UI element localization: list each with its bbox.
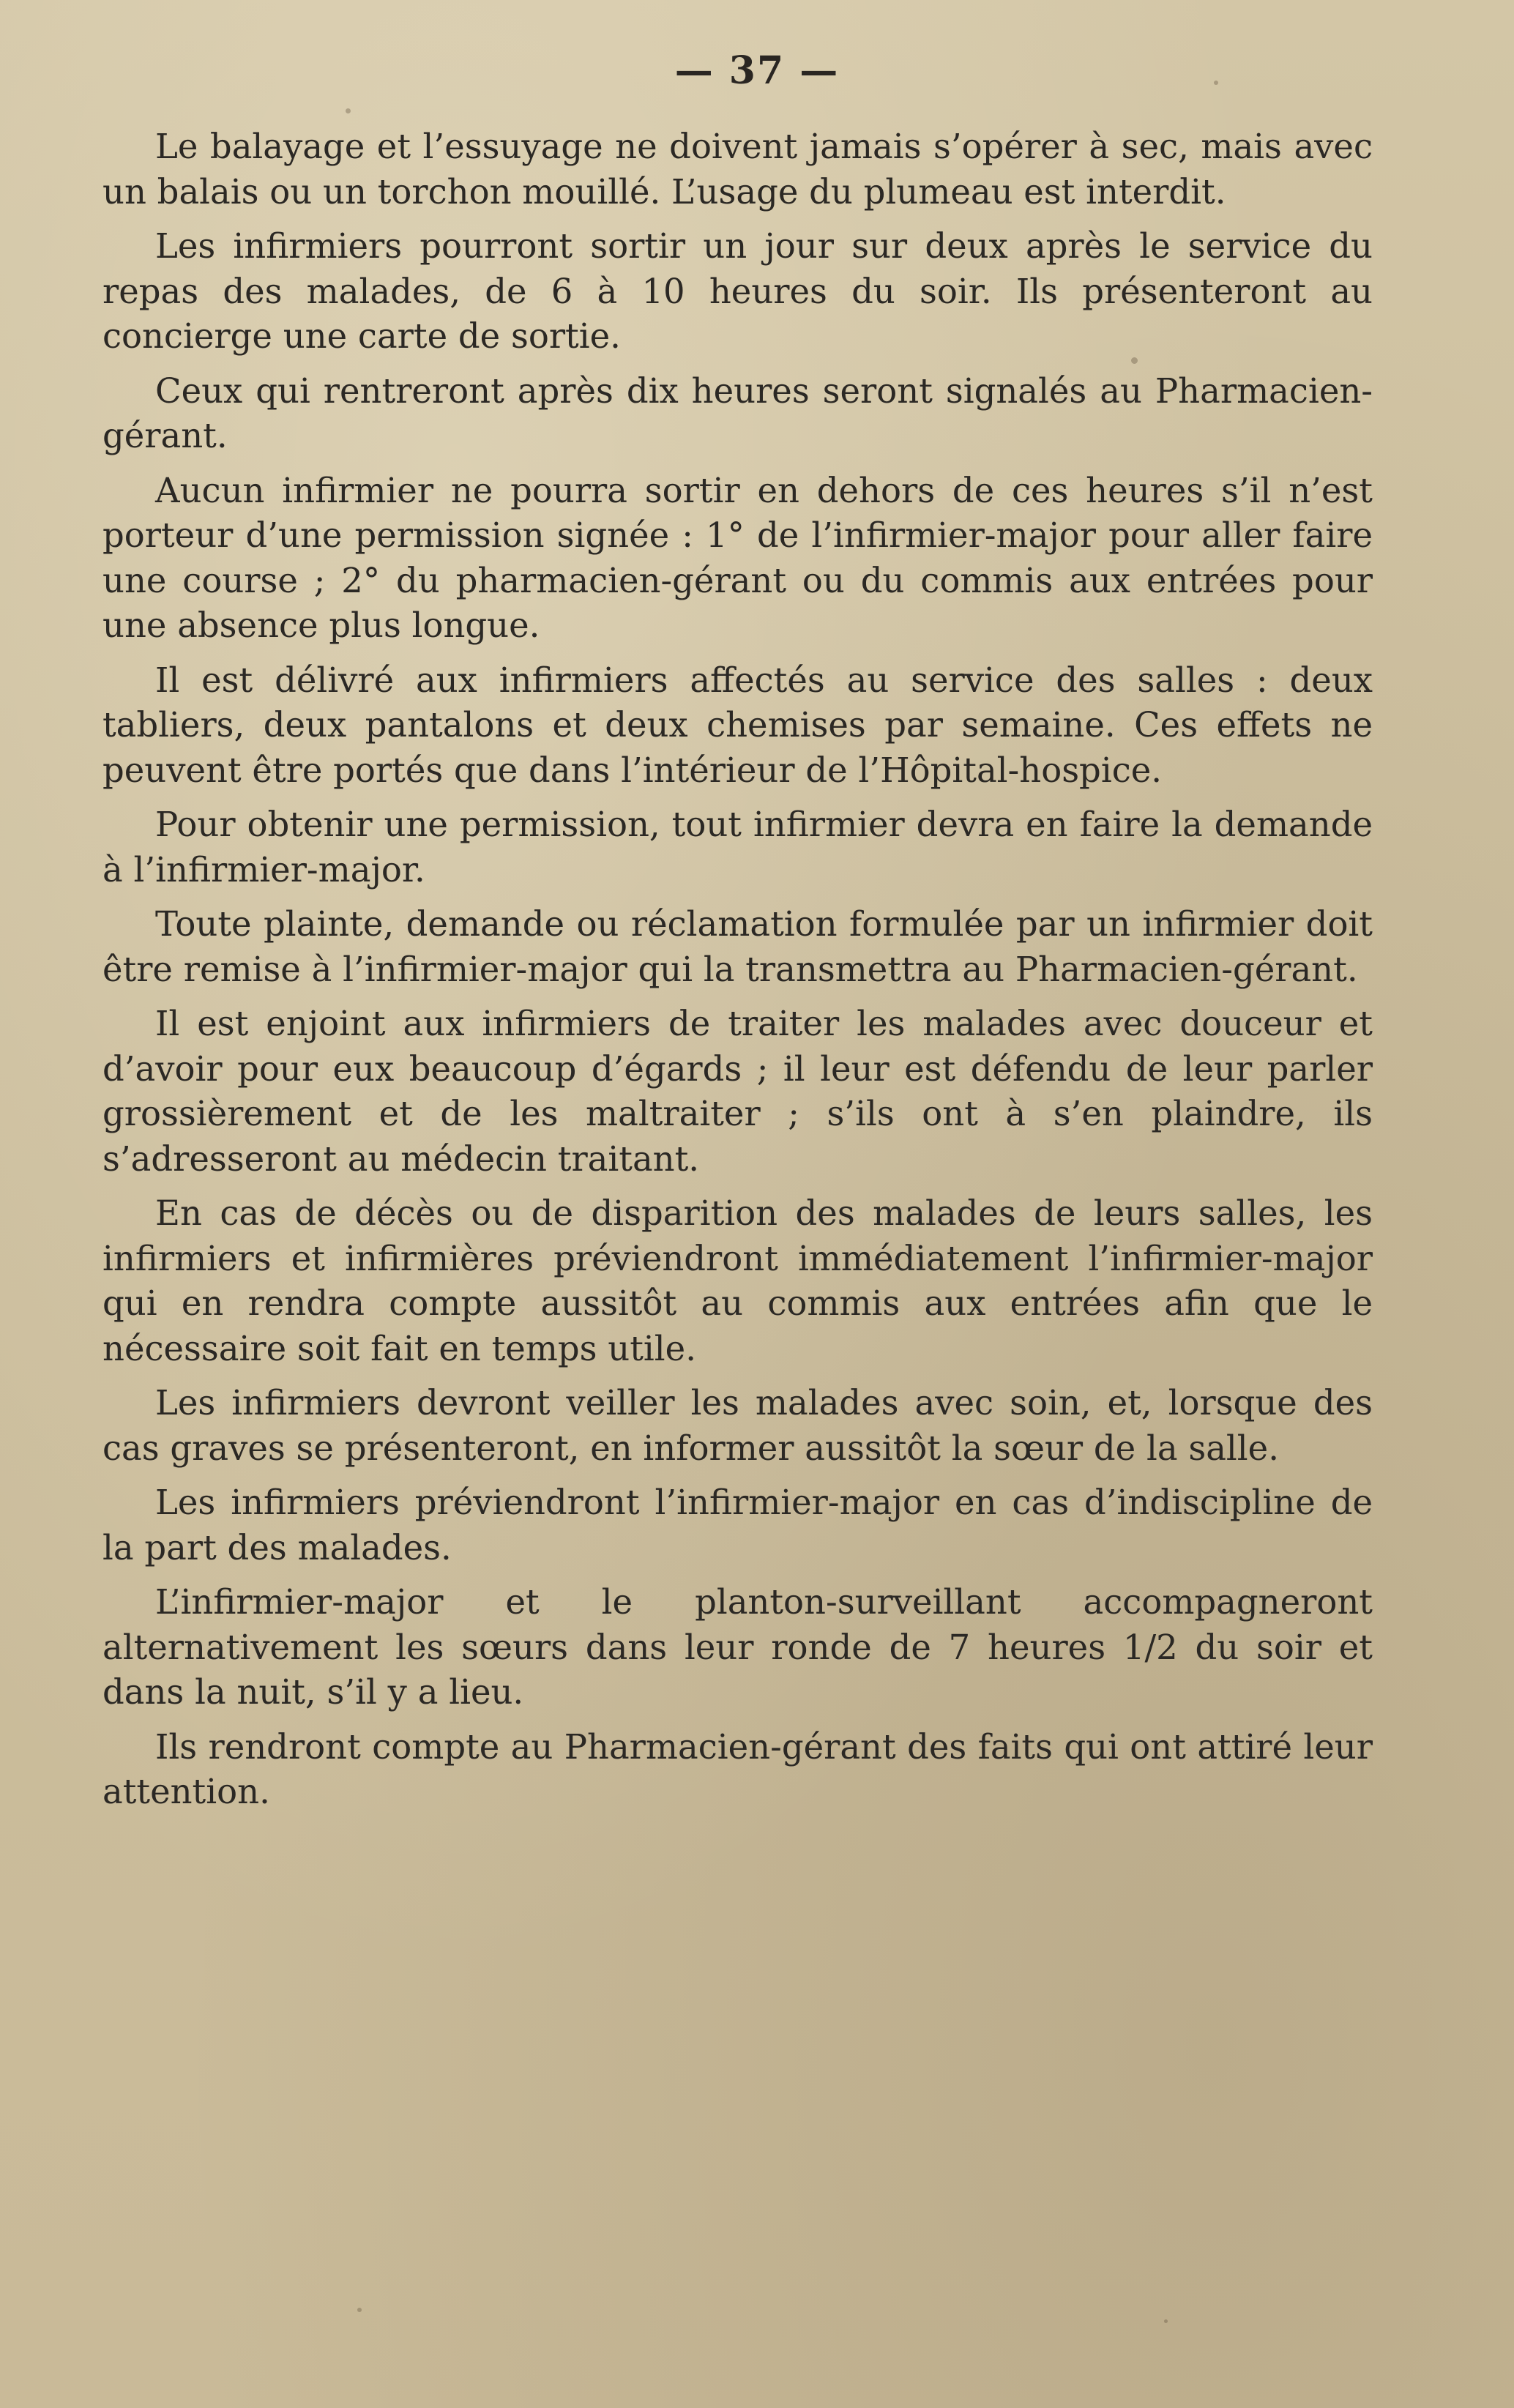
paragraph-rounds: L’infirmier-major et le planton-surveillant accompagneront alternativement les sœurs dans leur ronde de 7 heures 1/2 du soir et dans la nuit, s’il y a lieu.: [102, 1582, 1373, 1712]
paragraph-treatment: Il est enjoint aux infirmiers de traiter les malades avec douceur et d’avoir pour eux beaucoup d’égards ; il leur est défendu de leur parler grossièrement et de les maltraiter ; s’ils ont à s’en plaindre, ils s’adresseront au médecin traitant.: [102, 1004, 1373, 1179]
paragraph-indiscipline: Les infirmiers préviendront l’infirmier-major en cas d’indiscipline de la part des malades.: [102, 1483, 1373, 1568]
paper-speck: [1164, 2319, 1168, 2323]
paragraph-complaints: Toute plainte, demande ou réclamation formulée par un infirmier doit être remise à l’infirmier-major qui la transmettra au Pharmacien-gérant.: [102, 904, 1373, 989]
paragraph-watch: Les infirmiers devront veiller les malades avec soin, et, lorsque des cas graves se présenteront, en informer aussitôt la sœur de la salle.: [102, 1383, 1373, 1468]
paragraph-request: Pour obtenir une permission, tout infirmier devra en faire la demande à l’infirmier-major.: [102, 805, 1373, 890]
paragraph-report: Ils rendront compte au Pharmacien-gérant des faits qui ont attiré leur attention.: [102, 1726, 1373, 1811]
body-text: [102, 124, 1373, 1824]
paper-speck: [1214, 81, 1218, 85]
paper-speck: [1131, 357, 1138, 364]
paragraph-late-return: Ceux qui rentreront après dix heures seront signalés au Pharmacien-gérant.: [102, 370, 1373, 455]
paper-speck: [346, 108, 351, 113]
paragraph-permission: Aucun infirmier ne pourra sortir en dehors de ces heures s’il n’est porteur d’une permission signée : 1° de l’infirmier-major pour aller faire une course ; 2° du pharmacien-gérant ou du commis aux entrées pour une absence plus longue.: [102, 470, 1373, 645]
paragraph-outings: Les infirmiers pourront sortir un jour sur deux après le service du repas des malades, de 6 à 10 heures du soir. Ils présenteront au concierge une carte de sortie.: [102, 226, 1373, 356]
paragraph-clothing: Il est délivré aux infirmiers affectés au service des salles : deux tabliers, deux pantalons et deux chemises par semaine. Ces effets ne peuvent être portés que dans l’intérieur de l’Hôpital-hospice.: [102, 660, 1373, 790]
page-number: — 37 —: [674, 48, 840, 93]
paragraph-sweeping: Le balayage et l’essuyage ne doivent jamais s’opérer à sec, mais avec un balais ou un torchon mouillé. L’usage du plumeau est interdit.: [102, 127, 1373, 212]
paragraph-deaths: En cas de décès ou de disparition des malades de leurs salles, les infirmiers et infirmières préviendront immédiatement l’infirmier-major qui en rendra compte aussitôt au commis aux entrées afin que le nécessaire soit fait en temps utile.: [102, 1193, 1373, 1368]
paper-speck: [357, 2308, 362, 2312]
